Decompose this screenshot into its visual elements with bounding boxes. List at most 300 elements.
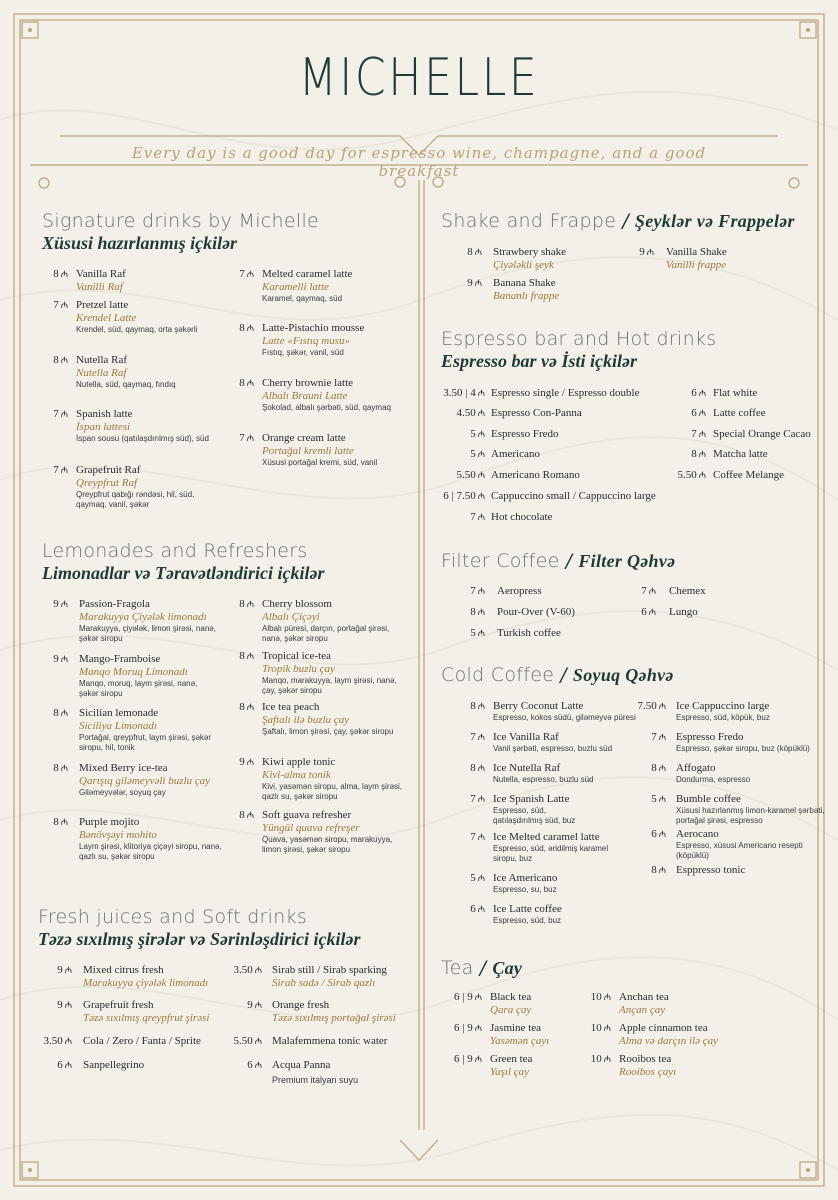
currency-icon: ₼ xyxy=(477,408,485,418)
section-juices xyxy=(38,906,360,950)
currency-icon: ₼ xyxy=(60,355,68,365)
item-price: 10 ₼ xyxy=(590,991,611,1003)
item-name-az: İspan lattesi xyxy=(76,421,131,433)
item-name-az: Təzə sıxılmış qreypfrut şirəsi xyxy=(83,1012,210,1024)
item-price: 6 ₼ xyxy=(651,828,666,840)
item-name-az: Vanilli Raf xyxy=(76,281,123,293)
section-shake xyxy=(441,210,795,232)
item-name: Ice Melted caramel latte xyxy=(493,831,600,843)
item-price: 7 ₼ xyxy=(470,731,485,743)
currency-icon: ₼ xyxy=(477,491,485,501)
item-name-az: Qara çay xyxy=(490,1004,532,1016)
currency-icon: ₼ xyxy=(60,708,68,718)
item-name-az: Nutella Raf xyxy=(76,367,127,379)
item-price: 8 ₼ xyxy=(470,606,485,618)
item-name: Americano xyxy=(491,448,540,460)
item-price: 6 | 9 ₼ xyxy=(454,991,482,1003)
item-name-az: Karamelli latte xyxy=(262,281,329,293)
item-price: 7 ₼ xyxy=(691,428,706,440)
item-name: Pour-Over (V-60) xyxy=(497,606,575,618)
item-name: Special Orange Cacao xyxy=(713,428,811,440)
item-description: Nutella, süd, qaymaq, fındıq xyxy=(76,380,176,389)
currency-icon: ₼ xyxy=(254,965,262,975)
item-description: Portağal, qreypfrut, laym şirəsi, şəkər xyxy=(79,733,212,742)
section-subtitle: Xüsusi hazırlanmış içkilər xyxy=(42,233,238,253)
item-price: 7 ₼ xyxy=(641,585,656,597)
item-name: Tropical ice-tea xyxy=(262,650,331,662)
currency-icon: ₼ xyxy=(658,865,666,875)
item-price: 5.50 ₼ xyxy=(677,469,706,481)
item-name-az: Yaşıl çay xyxy=(490,1066,530,1078)
item-name-az: Alma və darçın ilə çay xyxy=(619,1035,718,1047)
item-name: Ice Spanish Latte xyxy=(493,793,570,805)
item-name: Anchan tea xyxy=(619,991,669,1003)
item-description: Espresso, xüsusi Americano resepti xyxy=(676,841,803,850)
item-price: 5.50 ₼ xyxy=(456,469,485,481)
currency-icon: ₼ xyxy=(477,732,485,742)
currency-icon: ₼ xyxy=(246,269,254,279)
item-price: 9 ₼ xyxy=(247,999,262,1011)
section-subtitle: Limonadlar və Təravətləndirici içkilər xyxy=(42,563,325,583)
section-title: Tea / Çay xyxy=(441,957,523,979)
item-price: 4.50 ₼ xyxy=(456,407,485,419)
item-price: 8 ₼ xyxy=(53,707,68,719)
item-name-az: Vanilli frappe xyxy=(666,259,727,271)
item-name: Mixed citrus fresh xyxy=(83,964,164,976)
item-name: Nutella Raf xyxy=(76,354,128,366)
section-title-az: Filter Qəhvə xyxy=(578,551,676,571)
item-price: 5.50 ₼ xyxy=(233,1035,262,1047)
item-description: limon şirəsi, şəkər siropu xyxy=(262,845,351,854)
item-price: 9 ₼ xyxy=(239,756,254,768)
item-description: (köpüklü) xyxy=(676,851,709,860)
item-price: 6 | 9 ₼ xyxy=(454,1022,482,1034)
item-name: Grapefruit Raf xyxy=(76,464,141,476)
item-price: 8 ₼ xyxy=(53,762,68,774)
item-price: 6 ₼ xyxy=(691,387,706,399)
item-description: Şaftalı, limon şirəsi, çay, şəkər siropu xyxy=(262,727,394,736)
item-price: 7 ₼ xyxy=(470,831,485,843)
item-name-az: Qarışıq giləmeyvəli buzlu çay xyxy=(79,775,211,787)
item-name: Berry Coconut Latte xyxy=(493,700,584,712)
item-name: Ice tea peach xyxy=(262,701,320,713)
item-name: Cherry brownie latte xyxy=(262,377,354,389)
item-price: 9 ₼ xyxy=(639,246,654,258)
item-description: Manqo, moruq, laym şirəsi, nanə, xyxy=(79,679,198,688)
item-name: Aeropress xyxy=(497,585,542,597)
section-cold xyxy=(441,664,674,686)
currency-icon: ₼ xyxy=(477,449,485,459)
item-name: Malafemmena tonic water xyxy=(272,1035,388,1047)
item-name: Latte-Pistachio mousse xyxy=(262,322,365,334)
item-name: Aerocano xyxy=(676,828,719,840)
item-name: Pretzel latte xyxy=(76,299,129,311)
section-title: Cold Coffee / Soyuq Qəhvə xyxy=(441,664,674,686)
item-description: Premium italyan suyu xyxy=(272,1075,359,1085)
section-title-az: Şeyklər və Frappelər xyxy=(634,211,795,231)
item-name-az: Latte «Fıstıq musu» xyxy=(262,335,351,347)
currency-icon: ₼ xyxy=(246,378,254,388)
section-espresso xyxy=(441,328,716,372)
item-description: Karamel, qaymaq, süd xyxy=(262,294,343,303)
item-name: Chemex xyxy=(669,585,706,597)
item-name: Mango-Framboise xyxy=(79,653,161,665)
item-name: Lungo xyxy=(669,606,698,618)
item-description: qatılaşdırılmış süd, buz xyxy=(493,816,576,825)
item-description: Espresso, süd, buz xyxy=(493,916,562,925)
currency-icon: ₼ xyxy=(477,794,485,804)
item-description: siropu, hil, tonik xyxy=(79,743,135,752)
item-name: Banana Shake xyxy=(493,277,556,289)
item-description: şəkər siropu xyxy=(79,634,123,643)
item-price: 5 ₼ xyxy=(470,627,485,639)
item-price: 5 ₼ xyxy=(470,428,485,440)
item-description: Kivi, yasəmən siropu, alma, laym şirəsi, xyxy=(262,782,403,791)
item-name: Sanpellegrino xyxy=(83,1059,145,1071)
item-name-az: Rooibos çayı xyxy=(619,1066,677,1078)
item-price: 8 ₼ xyxy=(239,377,254,389)
item-name: Ice Latte coffee xyxy=(493,903,562,915)
currency-icon: ₼ xyxy=(698,429,706,439)
item-name: Espresso Fredo xyxy=(676,731,744,743)
item-name: Green tea xyxy=(490,1053,533,1065)
currency-icon: ₼ xyxy=(246,702,254,712)
currency-icon: ₼ xyxy=(60,465,68,475)
item-price: 7.50 ₼ xyxy=(637,700,666,712)
item-name: Flat white xyxy=(713,387,758,399)
currency-icon: ₼ xyxy=(60,817,68,827)
currency-icon: ₼ xyxy=(474,1054,482,1064)
currency-icon: ₼ xyxy=(474,992,482,1002)
currency-icon: ₼ xyxy=(477,763,485,773)
currency-icon: ₼ xyxy=(648,607,656,617)
item-name: Matcha latte xyxy=(713,448,768,460)
item-price: 7 ₼ xyxy=(239,432,254,444)
item-price: 8 ₼ xyxy=(651,864,666,876)
currency-icon: ₼ xyxy=(254,1000,262,1010)
item-name-az: Təzə sıxılmış portağal şirəsi xyxy=(272,1012,396,1024)
item-description: Quava, yasəmən siropu, marakuyya, xyxy=(262,835,393,844)
item-price: 6 ₼ xyxy=(641,606,656,618)
item-name: Soft guava refresher xyxy=(262,809,352,821)
item-name: Ice Vanilla Raf xyxy=(493,731,559,743)
currency-icon: ₼ xyxy=(698,449,706,459)
item-name: Espresso Fredo xyxy=(491,428,559,440)
item-name: Acqua Panna xyxy=(272,1059,331,1071)
item-price: 3.50 ₼ xyxy=(43,1035,72,1047)
item-description: Xüsusi portağal kremi, süd, vanil xyxy=(262,458,378,467)
currency-icon: ₼ xyxy=(477,586,485,596)
item-description: Espresso, su, buz xyxy=(493,885,557,894)
item-price: 10 ₼ xyxy=(590,1053,611,1065)
currency-icon: ₼ xyxy=(64,1036,72,1046)
item-name-az: Siciliya Limonadı xyxy=(79,720,157,732)
section-title-az: Çay xyxy=(492,958,523,978)
section-signature xyxy=(42,210,319,254)
item-name: Turkish coffee xyxy=(497,627,561,639)
currency-icon: ₼ xyxy=(658,829,666,839)
currency-icon: ₼ xyxy=(477,470,485,480)
item-name: Grapefruit fresh xyxy=(83,999,154,1011)
currency-icon: ₼ xyxy=(648,586,656,596)
item-description: Giləmeyvələr, soyuq çay xyxy=(79,788,166,797)
currency-icon: ₼ xyxy=(477,873,485,883)
item-name-az: Yasəmən çayı xyxy=(490,1035,550,1047)
currency-icon: ₼ xyxy=(477,832,485,842)
currency-icon: ₼ xyxy=(246,433,254,443)
item-description: Albalı püresi, darçın, portağal şirəsi, xyxy=(262,624,390,633)
currency-icon: ₼ xyxy=(64,1060,72,1070)
item-description: nanə, şəkər siropu xyxy=(262,634,328,643)
item-price: 6 ₼ xyxy=(470,903,485,915)
item-description: Espresso, süd, xyxy=(493,806,546,815)
item-name: Jasmine tea xyxy=(490,1022,542,1034)
section-title: Fresh juices and Soft drinks xyxy=(38,906,308,928)
section-title: Espresso bar and Hot drinks xyxy=(441,328,717,350)
item-name-az: Marakuyya çiyələk limonadı xyxy=(83,977,209,989)
item-description: Nutella, espresso, buzlu süd xyxy=(493,775,594,784)
item-name: Orange cream latte xyxy=(262,432,346,444)
item-price: 8 ₼ xyxy=(470,762,485,774)
item-description: şəkər siropu xyxy=(79,689,123,698)
item-name: Rooibos tea xyxy=(619,1053,672,1065)
item-description: Espresso, süd, əridilmiş karamel xyxy=(493,844,609,853)
currency-icon: ₼ xyxy=(246,757,254,767)
currency-icon: ₼ xyxy=(60,763,68,773)
currency-icon: ₼ xyxy=(477,607,485,617)
item-price: 5 ₼ xyxy=(651,793,666,805)
item-name: Vanilla Raf xyxy=(76,268,126,280)
item-price: 9 ₼ xyxy=(53,653,68,665)
item-name: Coffee Melange xyxy=(713,469,784,481)
item-price: 6 | 9 ₼ xyxy=(454,1053,482,1065)
section-tea xyxy=(441,957,522,979)
item-description: qazlı su, şəkər siropu xyxy=(262,792,338,801)
item-price: 6 ₼ xyxy=(691,407,706,419)
section-title-en: Filter Coffee xyxy=(441,550,560,572)
item-price: 8 ₼ xyxy=(239,809,254,821)
item-price: 8 ₼ xyxy=(53,816,68,828)
item-description: Laym şirəsi, klitoriya çiçəyi siropu, nanə, xyxy=(79,842,222,851)
item-description: Şokolad, albalı şərbəti, süd, qaymaq xyxy=(262,403,391,412)
item-name-az: Ançan çay xyxy=(619,1004,666,1016)
item-description: qaymaq, vanil, şəkər xyxy=(76,500,150,509)
item-price: 3.50 | 4 ₼ xyxy=(443,387,485,399)
currency-icon: ₼ xyxy=(646,247,654,257)
currency-icon: ₼ xyxy=(60,654,68,664)
item-name: Affogato xyxy=(676,762,716,774)
item-name: Ice Cappuccino large xyxy=(676,700,770,712)
item-price: 8 ₼ xyxy=(239,701,254,713)
item-name: Mixed Berry ice-tea xyxy=(79,762,168,774)
section-title: Filter Coffee / Filter Qəhvə xyxy=(441,550,676,572)
currency-icon: ₼ xyxy=(64,1000,72,1010)
item-name: Ice Nutella Raf xyxy=(493,762,561,774)
item-price: 8 ₼ xyxy=(239,598,254,610)
item-name-az: Sirab sadə / Sirab qazlı xyxy=(272,977,376,989)
tagline: Every day is a good day for espresso wine, champagne, and a good breakfast xyxy=(131,144,707,180)
item-price: 7 ₼ xyxy=(470,793,485,805)
item-name: Kiwi apple tonic xyxy=(262,756,336,768)
currency-icon: ₼ xyxy=(60,409,68,419)
item-price: 8 ₼ xyxy=(239,322,254,334)
item-name: Hot chocolate xyxy=(491,511,553,523)
section-lemonades xyxy=(42,540,324,584)
item-name: Black tea xyxy=(490,991,532,1003)
item-description: Manqo, marakuyya, laym şirəsi, nanə, xyxy=(262,676,397,685)
currency-icon: ₼ xyxy=(698,388,706,398)
section-subtitle: Espresso bar və İsti içkilər xyxy=(441,351,637,371)
item-name-az: Tropik buzlu çay xyxy=(262,663,335,675)
currency-icon: ₼ xyxy=(658,763,666,773)
item-name: Cherry blossom xyxy=(262,598,332,610)
item-price: 9 ₼ xyxy=(57,964,72,976)
item-price: 9 ₼ xyxy=(467,277,482,289)
item-name-az: Qreypfrut Raf xyxy=(76,477,137,489)
currency-icon: ₼ xyxy=(603,1023,611,1033)
currency-icon: ₼ xyxy=(60,300,68,310)
item-name: Esppresso tonic xyxy=(676,864,746,876)
currency-icon: ₼ xyxy=(477,512,485,522)
currency-icon: ₼ xyxy=(698,470,706,480)
item-price: 7 ₼ xyxy=(239,268,254,280)
item-description: Fıstıq, şəkər, vanil, süd xyxy=(262,348,344,357)
item-name-az: Krendel Latte xyxy=(76,312,137,324)
item-name: Sicilian lemonade xyxy=(79,707,159,719)
currency-icon: ₼ xyxy=(474,247,482,257)
item-description: qazlı su, şəkər siropu xyxy=(79,852,155,861)
currency-icon: ₼ xyxy=(246,323,254,333)
item-price: 8 ₼ xyxy=(239,650,254,662)
section-title: Shake and Frappe / Şeyklər və Frappelər xyxy=(441,210,795,232)
currency-icon: ₼ xyxy=(603,992,611,1002)
item-price: 7 ₼ xyxy=(53,408,68,420)
item-description: Qreypfrut qabığı rəndəsi, hil, süd, xyxy=(76,490,195,499)
item-description: İspan sousu (qatılaşdırılmış süd), süd xyxy=(76,434,209,443)
currency-icon: ₼ xyxy=(603,1054,611,1064)
currency-icon: ₼ xyxy=(477,904,485,914)
item-price: 6 ₼ xyxy=(57,1059,72,1071)
item-name: Espresso single / Espresso double xyxy=(491,387,640,399)
item-price: 8 ₼ xyxy=(53,354,68,366)
item-name: Passion-Fragola xyxy=(79,598,150,610)
item-price: 5 ₼ xyxy=(470,448,485,460)
item-name: Sirab still / Sirab sparking xyxy=(272,964,387,976)
item-name-az: Manqo Moruq Limonadı xyxy=(79,666,188,678)
item-name: Ice Americano xyxy=(493,872,558,884)
item-price: 7 ₼ xyxy=(651,731,666,743)
item-name: Latte coffee xyxy=(713,407,766,419)
item-price: 8 ₼ xyxy=(691,448,706,460)
currency-icon: ₼ xyxy=(658,701,666,711)
item-name-az: Çiyələkli şeyk xyxy=(493,259,554,271)
item-description: çay, şəkər siropu xyxy=(262,686,322,695)
section-title-en: Cold Coffee xyxy=(441,664,555,686)
item-price: 8 ₼ xyxy=(470,700,485,712)
item-description: Espresso, kokos südü, giləmeyvə püresi xyxy=(493,713,636,722)
currency-icon: ₼ xyxy=(477,388,485,398)
item-name-az: Portağal kremli latte xyxy=(262,445,354,457)
item-description: siropu, buz xyxy=(493,854,533,863)
item-name-az: Şaftalı ilə buzlu çay xyxy=(262,714,350,726)
currency-icon: ₼ xyxy=(60,269,68,279)
item-description: Marakuyya, çiyələk, limon şirəsi, nanə, xyxy=(79,624,216,633)
brand-logo: MICHELLE xyxy=(298,48,540,108)
item-name-az: Marakuyya Çiyələk limonadı xyxy=(79,611,207,623)
item-price: 6 ₼ xyxy=(247,1059,262,1071)
section-title-en: Shake and Frappe xyxy=(441,210,617,232)
item-name-az: Albalı Brauni Latte xyxy=(262,390,348,402)
item-price: 7 ₼ xyxy=(53,299,68,311)
currency-icon: ₼ xyxy=(254,1036,262,1046)
item-description: portağal şirəsi, espresso xyxy=(676,816,763,825)
item-name: Espresso Con-Panna xyxy=(491,407,582,419)
item-price: 3.50 ₼ xyxy=(233,964,262,976)
currency-icon: ₼ xyxy=(246,599,254,609)
item-description: Xüsusi hazırlanmış limon-karamel şərbəti, xyxy=(676,806,825,815)
item-price: 8 ₼ xyxy=(467,246,482,258)
section-title: Signature drinks by Michelle xyxy=(42,210,320,232)
item-description: Espresso, süd, köpük, buz xyxy=(676,713,770,722)
item-price: 5 ₼ xyxy=(470,872,485,884)
item-name: Apple cinnamon tea xyxy=(619,1022,708,1034)
item-price: 6 | 7.50 ₼ xyxy=(443,490,485,502)
currency-icon: ₼ xyxy=(64,965,72,975)
item-description: Dondurma, espresso xyxy=(676,775,751,784)
item-price: 9 ₼ xyxy=(53,598,68,610)
currency-icon: ₼ xyxy=(658,794,666,804)
item-name: Purple mojito xyxy=(79,816,140,828)
item-name: Bumble coffee xyxy=(676,793,741,805)
section-filter xyxy=(441,550,675,572)
currency-icon: ₼ xyxy=(60,599,68,609)
item-name: Vanilla Shake xyxy=(666,246,727,258)
item-name: Melted caramel latte xyxy=(262,268,353,280)
currency-icon: ₼ xyxy=(246,810,254,820)
item-price: 7 ₼ xyxy=(470,511,485,523)
currency-icon: ₼ xyxy=(477,429,485,439)
item-description: Krendel, süd, qaymaq, orta şəkərli xyxy=(76,325,198,334)
item-name: Cappuccino small / Cappuccino large xyxy=(491,490,656,502)
item-name: Strawbery shake xyxy=(493,246,567,258)
item-description: Espresso, şəkər siropu, buz (köpüklü) xyxy=(676,744,810,753)
item-name: Americano Romano xyxy=(491,469,580,481)
item-name-az: Bananlı frappe xyxy=(493,290,560,302)
currency-icon: ₼ xyxy=(254,1060,262,1070)
item-name: Spanish latte xyxy=(76,408,133,420)
item-price: 7 ₼ xyxy=(470,585,485,597)
currency-icon: ₼ xyxy=(246,651,254,661)
currency-icon: ₼ xyxy=(698,408,706,418)
section-title: Lemonades and Refreshers xyxy=(42,540,308,562)
item-price: 8 ₼ xyxy=(651,762,666,774)
currency-icon: ₼ xyxy=(658,732,666,742)
currency-icon: ₼ xyxy=(477,628,485,638)
section-title-az: Soyuq Qəhvə xyxy=(572,665,674,685)
item-name: Orange fresh xyxy=(272,999,330,1011)
item-name-az: Bənövşəyi mohito xyxy=(79,829,157,841)
item-price: 8 ₼ xyxy=(53,268,68,280)
item-price: 9 ₼ xyxy=(57,999,72,1011)
currency-icon: ₼ xyxy=(477,701,485,711)
item-description: Vanil şərbəti, espresso, buzlu süd xyxy=(493,744,613,753)
currency-icon: ₼ xyxy=(474,1023,482,1033)
item-price: 10 ₼ xyxy=(590,1022,611,1034)
item-price: 7 ₼ xyxy=(53,464,68,476)
item-name-az: Albalı Çiçəyi xyxy=(262,611,320,623)
item-name-az: Kivi-alma tonik xyxy=(262,769,331,781)
currency-icon: ₼ xyxy=(474,278,482,288)
